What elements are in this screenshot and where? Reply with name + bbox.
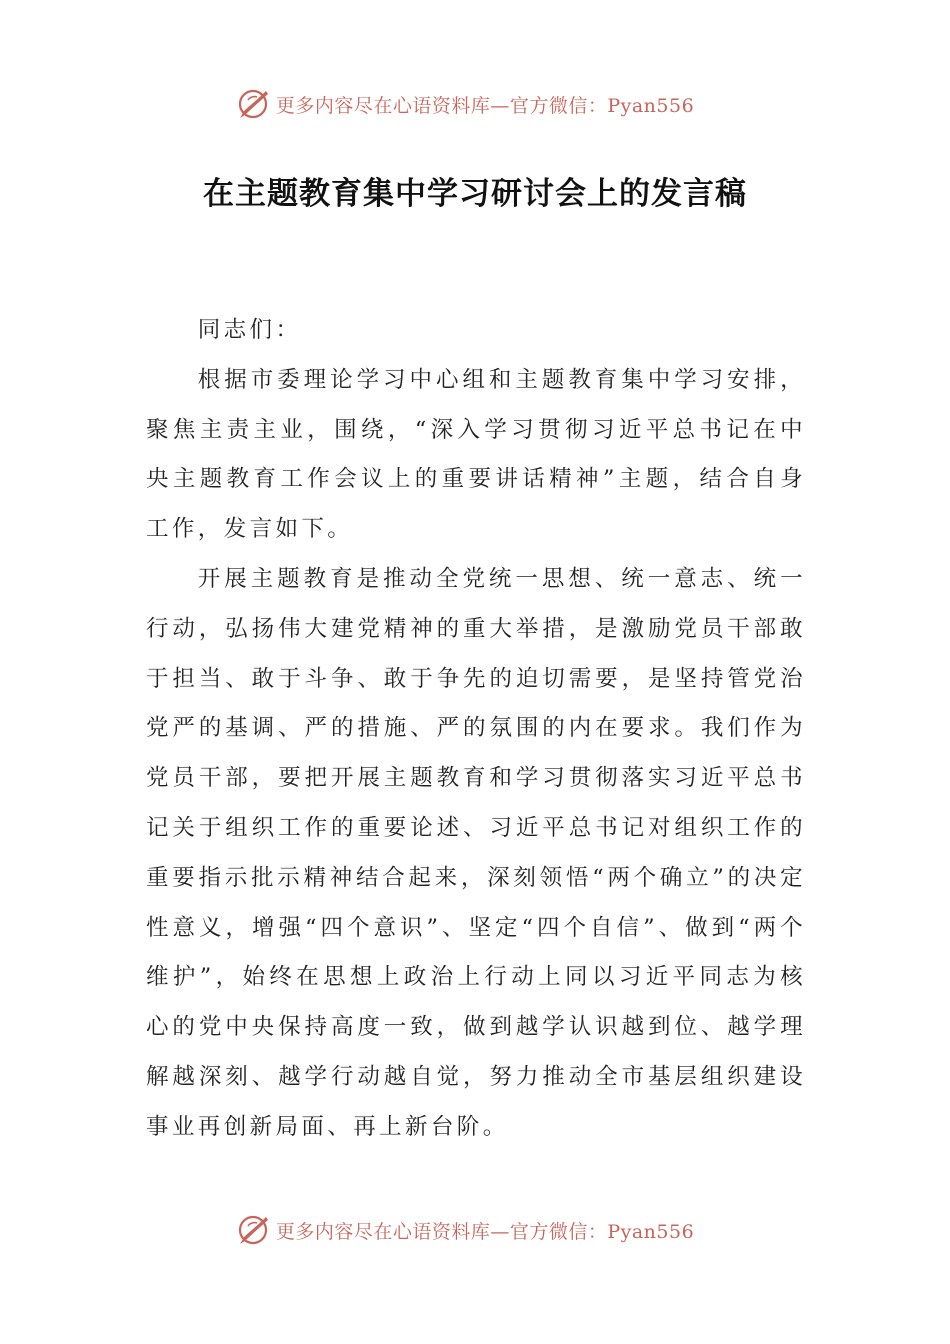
banner-inner xyxy=(236,87,694,121)
salutation-paragraph: 同志们： xyxy=(197,317,302,343)
banner-inner xyxy=(236,1213,694,1247)
banner-text: 更多内容尽在心语资料库—官方微信：Pyan556 xyxy=(275,94,695,117)
document-title: 在主题教育集中学习研讨会上的发言稿 xyxy=(203,176,747,212)
pen-nib-logo-icon xyxy=(236,87,272,121)
pen-nib-logo-icon xyxy=(236,1213,272,1247)
body-paragraph-1: 根据市委理论学习中心组和主题教育集中学习安排，聚焦主责主业，围绕，“深入学习贯彻习近平总书记在中央主题教育工作会议上的重要讲话精神”主题，结合自身工作，发言如下。 xyxy=(146,366,806,543)
footer-watermark-banner xyxy=(0,1210,950,1250)
banner-text: 更多内容尽在心语资料库—官方微信：Pyan556 xyxy=(275,1220,695,1243)
body-paragraph-2: 开展主题教育是推动全党统一思想、统一意志、统一行动，弘扬伟大建党精神的重大举措，是激励党员干部敢于担当、敢于斗争、敢于争先的迫切需要，是坚持管党治党严的基调、严的措施、严的氛围的内在要求。我们作为党员干部，要把开展主题教育和学习贯彻落实习近平总书记关于组织工作的重要论述、习近平总书记对组织工作的重要指示批示精神结合起来，深刻领悟“两个确立”的决定性意义，增强“四个意识”、坚定“四个自信”、做到“两个维护”，始终在思想上政治上行动上同以习近平同志为核心的党中央保持高度一致，做到越学认识越到位、越学理解越深刻、越学行动越自觉，努力推动全市基层组织建设事业再创新局面、再上新台阶。 xyxy=(146,565,806,1140)
header-watermark-banner xyxy=(0,84,950,124)
document-body xyxy=(146,306,806,1153)
